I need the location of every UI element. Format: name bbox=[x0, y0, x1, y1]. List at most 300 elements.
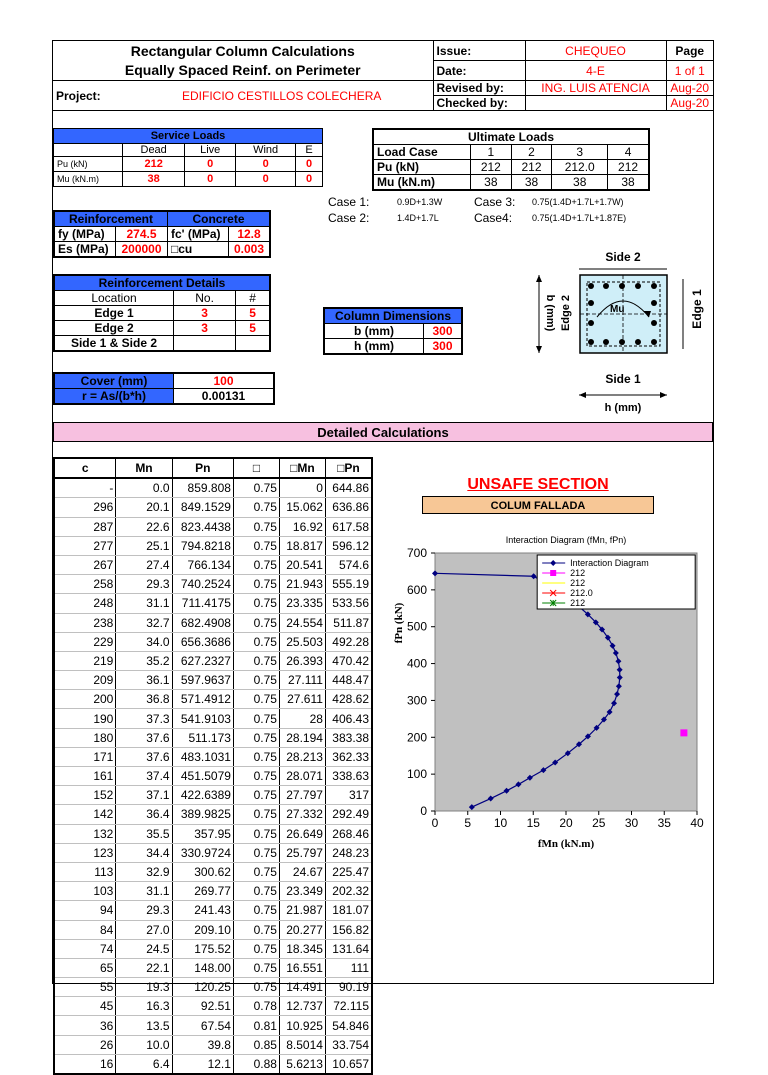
calc-cell: 0.75 bbox=[233, 498, 279, 517]
calc-cell: 317 bbox=[325, 786, 372, 805]
sides-size[interactable] bbox=[236, 336, 270, 352]
load-case-1: 1 bbox=[471, 145, 512, 160]
calc-header-cell: □ bbox=[233, 458, 279, 478]
x-tick-label: 25 bbox=[592, 816, 606, 830]
calc-cell: 470.42 bbox=[325, 651, 372, 670]
case2-label: Case 2: bbox=[328, 211, 370, 225]
calc-cell: 200 bbox=[54, 690, 116, 709]
table-row bbox=[54, 1016, 372, 1035]
calc-cell: 0.85 bbox=[233, 1035, 279, 1054]
ecu-label: □cu bbox=[168, 242, 229, 258]
calc-cell: 269.77 bbox=[172, 882, 233, 901]
legend-entry: 212.0 bbox=[570, 588, 593, 598]
edge2-no[interactable]: 3 bbox=[174, 321, 236, 336]
date-value: 4-E bbox=[525, 61, 666, 81]
calc-cell: 29.3 bbox=[116, 575, 172, 594]
y-tick-label: 600 bbox=[406, 582, 427, 597]
side2-label: Side 2 bbox=[605, 250, 641, 264]
table-row bbox=[54, 728, 372, 747]
ult-pu-2: 212 bbox=[511, 160, 552, 175]
h-value[interactable]: 300 bbox=[424, 339, 463, 355]
unsafe-section-label: UNSAFE SECTION bbox=[467, 476, 609, 493]
table-row bbox=[54, 805, 372, 824]
calc-header-row bbox=[54, 458, 372, 478]
calc-cell: 0.75 bbox=[233, 478, 279, 498]
table-row bbox=[54, 555, 372, 574]
calc-cell: 123 bbox=[54, 843, 116, 862]
calc-cell: 451.5079 bbox=[172, 767, 233, 786]
h-label: h (mm) bbox=[324, 339, 424, 355]
col-wind: Wind bbox=[236, 144, 296, 157]
calc-cell: 26.393 bbox=[279, 651, 325, 670]
calc-cell: 617.58 bbox=[325, 517, 372, 536]
legend-entry: Interaction Diagram bbox=[570, 558, 649, 568]
checked-date: Aug-20 bbox=[666, 96, 713, 111]
calc-cell: 0.88 bbox=[233, 1054, 279, 1074]
calc-cell: 65 bbox=[54, 958, 116, 977]
calc-cell: 113 bbox=[54, 862, 116, 881]
side1-label: Side 1 bbox=[605, 372, 641, 386]
calc-cell: 132 bbox=[54, 824, 116, 843]
service-loads-table bbox=[53, 128, 323, 187]
calc-cell: 383.38 bbox=[325, 728, 372, 747]
calc-cell: 682.4908 bbox=[172, 613, 233, 632]
document-title bbox=[53, 41, 434, 81]
table-row bbox=[54, 901, 372, 920]
calc-cell: 541.9103 bbox=[172, 709, 233, 728]
calc-cell: 511.87 bbox=[325, 613, 372, 632]
calc-cell: 202.32 bbox=[325, 882, 372, 901]
table-row bbox=[54, 671, 372, 690]
calc-cell: 740.2524 bbox=[172, 575, 233, 594]
calc-cell: 27.111 bbox=[279, 671, 325, 690]
table-row bbox=[54, 767, 372, 786]
calc-cell: 248 bbox=[54, 594, 116, 613]
calc-cell: 27.4 bbox=[116, 555, 172, 574]
table-row bbox=[54, 824, 372, 843]
load-case-label: Load Case bbox=[373, 145, 471, 160]
revised-value: ING. LUIS ATENCIA bbox=[525, 81, 666, 96]
pu-e[interactable]: 0 bbox=[296, 157, 323, 172]
page-label: Page bbox=[666, 41, 713, 61]
calc-cell: 0.75 bbox=[233, 651, 279, 670]
calc-cell: 0.75 bbox=[233, 843, 279, 862]
cover-label: Cover (mm) bbox=[54, 373, 174, 389]
edge1-label: Edge 1 bbox=[54, 306, 174, 321]
table-row bbox=[54, 843, 372, 862]
calc-cell: 0.75 bbox=[233, 613, 279, 632]
y-tick-label: 300 bbox=[406, 693, 427, 708]
pu-label: Pu (kN) bbox=[54, 157, 123, 172]
calc-cell: 26 bbox=[54, 1035, 116, 1054]
calc-cell: 14.491 bbox=[279, 978, 325, 997]
calc-cell: 292.49 bbox=[325, 805, 372, 824]
calc-cell: 16 bbox=[54, 1054, 116, 1074]
calc-cell: 296 bbox=[54, 498, 116, 517]
x-tick-label: 35 bbox=[657, 816, 671, 830]
table-row bbox=[54, 651, 372, 670]
materials-table bbox=[53, 210, 271, 258]
calc-cell: 448.47 bbox=[325, 671, 372, 690]
calc-cell: 0.75 bbox=[233, 805, 279, 824]
calc-cell: 29.3 bbox=[116, 901, 172, 920]
fy-value[interactable]: 274.5 bbox=[116, 227, 168, 242]
calc-cell: 511.173 bbox=[172, 728, 233, 747]
calc-cell: 34.4 bbox=[116, 843, 172, 862]
table-row bbox=[54, 613, 372, 632]
calc-cell: 209 bbox=[54, 671, 116, 690]
calc-cell: 636.86 bbox=[325, 498, 372, 517]
calc-cell: 27.611 bbox=[279, 690, 325, 709]
calc-cell: 90.19 bbox=[325, 978, 372, 997]
calc-header-cell: Mn bbox=[116, 458, 172, 478]
calc-header-cell: Pn bbox=[172, 458, 233, 478]
edge1-no[interactable]: 3 bbox=[174, 306, 236, 321]
calc-cell: 28 bbox=[279, 709, 325, 728]
calc-cell: 428.62 bbox=[325, 690, 372, 709]
calc-cell: 175.52 bbox=[172, 939, 233, 958]
case1-label: Case 1: bbox=[328, 195, 370, 209]
calc-cell: 627.2327 bbox=[172, 651, 233, 670]
mu-wind[interactable]: 0 bbox=[236, 172, 296, 187]
mu-live[interactable]: 0 bbox=[185, 172, 236, 187]
calc-header-cell: □Mn bbox=[279, 458, 325, 478]
concrete-title: Concrete bbox=[168, 211, 271, 227]
calc-cell: 0.75 bbox=[233, 747, 279, 766]
calc-cell: 37.3 bbox=[116, 709, 172, 728]
table-row bbox=[54, 594, 372, 613]
table-row bbox=[54, 1054, 372, 1074]
calc-cell: 21.987 bbox=[279, 901, 325, 920]
calc-cell: 54.846 bbox=[325, 1016, 372, 1035]
y-tick-label: 400 bbox=[406, 656, 427, 671]
legend-entry: 212 bbox=[570, 568, 586, 578]
colum-fallada-label: COLUM FALLADA bbox=[422, 496, 654, 514]
revised-label: Revised by: bbox=[433, 81, 525, 96]
calc-cell: 31.1 bbox=[116, 594, 172, 613]
title-line-2: Equally Spaced Reinf. on Perimeter bbox=[124, 61, 361, 78]
issue-value: CHEQUEO bbox=[525, 41, 666, 61]
calc-cell: 0.75 bbox=[233, 575, 279, 594]
calc-cell: 45 bbox=[54, 997, 116, 1016]
calc-cell: 300.62 bbox=[172, 862, 233, 881]
calc-cell: 181.07 bbox=[325, 901, 372, 920]
calc-cell: 859.808 bbox=[172, 478, 233, 498]
calc-cell: 596.12 bbox=[325, 536, 372, 555]
calc-cell: 0.75 bbox=[233, 690, 279, 709]
calc-cell: 12.737 bbox=[279, 997, 325, 1016]
case3-label: Case 3: bbox=[474, 195, 516, 209]
calc-cell: 287 bbox=[54, 517, 116, 536]
calc-cell: 161 bbox=[54, 767, 116, 786]
es-value[interactable]: 200000 bbox=[116, 242, 168, 258]
calc-cell: 483.1031 bbox=[172, 747, 233, 766]
service-loads-title: Service Loads bbox=[54, 129, 323, 144]
calc-cell: 21.943 bbox=[279, 575, 325, 594]
calc-cell: 20.541 bbox=[279, 555, 325, 574]
table-row bbox=[54, 939, 372, 958]
calc-cell: 120.25 bbox=[172, 978, 233, 997]
table-row bbox=[54, 978, 372, 997]
calc-cell: 555.19 bbox=[325, 575, 372, 594]
calc-cell: 13.5 bbox=[116, 1016, 172, 1035]
calc-cell: 5.6213 bbox=[279, 1054, 325, 1074]
calc-cell: 26.649 bbox=[279, 824, 325, 843]
edge1-size[interactable]: 5 bbox=[236, 306, 270, 321]
calc-cell: 0.75 bbox=[233, 555, 279, 574]
legend-marker bbox=[550, 570, 556, 576]
calc-cell: 229 bbox=[54, 632, 116, 651]
x-tick-label: 20 bbox=[559, 816, 573, 830]
y-axis-label: fPn (kN) bbox=[393, 602, 405, 644]
x-tick-label: 40 bbox=[690, 816, 704, 830]
table-row bbox=[54, 997, 372, 1016]
calc-cell: 18.817 bbox=[279, 536, 325, 555]
calc-cell: 94 bbox=[54, 901, 116, 920]
date-label: Date: bbox=[433, 61, 525, 81]
calc-cell: 330.9724 bbox=[172, 843, 233, 862]
ult-pu-3: 212.0 bbox=[552, 160, 608, 175]
chart-title: Interaction Diagram (fMn, fPn) bbox=[505, 535, 627, 545]
mu-e[interactable]: 0 bbox=[296, 172, 323, 187]
calc-cell: 36.1 bbox=[116, 671, 172, 690]
calc-cell: 0.75 bbox=[233, 517, 279, 536]
calc-cell: 10.925 bbox=[279, 1016, 325, 1035]
calc-cell: 131.64 bbox=[325, 939, 372, 958]
ultimate-loads-title: Ultimate Loads bbox=[373, 129, 649, 145]
edge2-size[interactable]: 5 bbox=[236, 321, 270, 336]
calc-cell: 180 bbox=[54, 728, 116, 747]
calc-cell: 84 bbox=[54, 920, 116, 939]
table-row bbox=[54, 517, 372, 536]
calc-cell: 24.5 bbox=[116, 939, 172, 958]
calc-cell: 36.4 bbox=[116, 805, 172, 824]
calc-cell: 277 bbox=[54, 536, 116, 555]
fc-label: fc' (MPa) bbox=[168, 227, 229, 242]
header-table bbox=[52, 40, 714, 111]
case2-formula: 1.4D+1.7L bbox=[397, 213, 439, 223]
calc-cell: 16.92 bbox=[279, 517, 325, 536]
b-mm-label: b (mm) bbox=[544, 294, 556, 332]
pu-live[interactable]: 0 bbox=[185, 157, 236, 172]
table-row bbox=[54, 1035, 372, 1054]
ecu-value[interactable]: 0.003 bbox=[229, 242, 271, 258]
calc-cell: 0.75 bbox=[233, 862, 279, 881]
table-row bbox=[54, 747, 372, 766]
calc-cell: 267 bbox=[54, 555, 116, 574]
calc-cell: 794.8218 bbox=[172, 536, 233, 555]
ult-pu-label: Pu (kN) bbox=[373, 160, 471, 175]
calc-cell: 209.10 bbox=[172, 920, 233, 939]
ult-mu-label: Mu (kN.m) bbox=[373, 175, 471, 191]
ultimate-loads-table bbox=[372, 128, 650, 191]
reinf-details-table bbox=[53, 274, 271, 352]
calc-table bbox=[53, 457, 373, 1075]
x-tick-label: 5 bbox=[464, 816, 472, 830]
calc-cell: 27.797 bbox=[279, 786, 325, 805]
column-dims-table bbox=[323, 307, 463, 355]
calc-cell: 27.332 bbox=[279, 805, 325, 824]
pu-dead[interactable]: 212 bbox=[123, 157, 185, 172]
calc-cell: 422.6389 bbox=[172, 786, 233, 805]
calc-cell: 28.194 bbox=[279, 728, 325, 747]
mu-dead[interactable]: 38 bbox=[123, 172, 185, 187]
calc-cell: 32.9 bbox=[116, 862, 172, 881]
case3-formula: 0.75(1.4D+1.7L+1.7W) bbox=[532, 197, 624, 207]
ratio-value: 0.00131 bbox=[174, 389, 275, 405]
calc-header-cell: c bbox=[54, 458, 116, 478]
calc-cell: 0.75 bbox=[233, 671, 279, 690]
col-live: Live bbox=[185, 144, 236, 157]
ratio-label: r = As/(b*h) bbox=[54, 389, 174, 405]
calc-cell: 389.9825 bbox=[172, 805, 233, 824]
calc-cell: 362.33 bbox=[325, 747, 372, 766]
calc-cell: 268.46 bbox=[325, 824, 372, 843]
fc-value[interactable]: 12.8 bbox=[229, 227, 271, 242]
case4-formula: 0.75(1.4D+1.7L+1.87E) bbox=[532, 213, 627, 223]
calc-cell: 27.0 bbox=[116, 920, 172, 939]
calc-cell: 0.75 bbox=[233, 901, 279, 920]
calc-cell: 258 bbox=[54, 575, 116, 594]
calc-cell: 24.554 bbox=[279, 613, 325, 632]
x-tick-label: 15 bbox=[526, 816, 540, 830]
calc-cell: 571.4912 bbox=[172, 690, 233, 709]
calc-cell: 492.28 bbox=[325, 632, 372, 651]
calc-cell: 25.1 bbox=[116, 536, 172, 555]
x-axis-label: fMn (kN.m) bbox=[537, 838, 595, 850]
load-case-3: 3 bbox=[552, 145, 608, 160]
col-dead: Dead bbox=[123, 144, 185, 157]
mu-label: Mu (kN.m) bbox=[54, 172, 123, 187]
y-tick-label: 200 bbox=[406, 730, 427, 745]
calc-cell: 35.2 bbox=[116, 651, 172, 670]
table-row bbox=[54, 882, 372, 901]
calc-cell: 0.75 bbox=[233, 536, 279, 555]
calc-cell: 20.277 bbox=[279, 920, 325, 939]
calc-cell: 190 bbox=[54, 709, 116, 728]
detailed-calc-title: Detailed Calculations bbox=[53, 422, 713, 442]
calc-cell: 0.75 bbox=[233, 958, 279, 977]
x-tick-label: 0 bbox=[431, 816, 439, 830]
calc-cell: 31.1 bbox=[116, 882, 172, 901]
ult-mu-3: 38 bbox=[552, 175, 608, 191]
calc-cell: 0 bbox=[279, 478, 325, 498]
calc-cell: 35.5 bbox=[116, 824, 172, 843]
table-row bbox=[54, 958, 372, 977]
checked-value bbox=[525, 96, 666, 111]
cover-table bbox=[53, 372, 275, 405]
calc-cell: 0.75 bbox=[233, 594, 279, 613]
calc-cell: 39.8 bbox=[172, 1035, 233, 1054]
load-point-212 bbox=[680, 729, 687, 736]
calc-cell: 25.503 bbox=[279, 632, 325, 651]
reinforcement-title: Reinforcement bbox=[54, 211, 168, 227]
calc-cell: 0.75 bbox=[233, 978, 279, 997]
calc-cell: 37.6 bbox=[116, 728, 172, 747]
calc-cell: 148.00 bbox=[172, 958, 233, 977]
calc-cell: 36.8 bbox=[116, 690, 172, 709]
sides-no[interactable] bbox=[174, 336, 236, 352]
b-label: b (mm) bbox=[324, 324, 424, 339]
calc-cell: 152 bbox=[54, 786, 116, 805]
calc-cell: 711.4175 bbox=[172, 594, 233, 613]
calc-cell: 8.5014 bbox=[279, 1035, 325, 1054]
reinf-details-title: Reinforcement Details bbox=[54, 275, 270, 291]
y-tick-label: 700 bbox=[406, 546, 427, 560]
col-e: E bbox=[296, 144, 323, 157]
edge2-diagram-label: Edge 2 bbox=[560, 294, 572, 332]
calc-cell: 156.82 bbox=[325, 920, 372, 939]
calc-cell: 20.1 bbox=[116, 498, 172, 517]
calc-cell: 766.134 bbox=[172, 555, 233, 574]
table-row bbox=[54, 786, 372, 805]
calc-cell: 597.9637 bbox=[172, 671, 233, 690]
calc-cell: 10.657 bbox=[325, 1054, 372, 1074]
load-case-4: 4 bbox=[608, 145, 649, 160]
calc-cell: 0.75 bbox=[233, 920, 279, 939]
calc-cell: 10.0 bbox=[116, 1035, 172, 1054]
calc-cell: 241.43 bbox=[172, 901, 233, 920]
table-row bbox=[54, 632, 372, 651]
table-row bbox=[54, 478, 372, 498]
calc-cell: 0.75 bbox=[233, 632, 279, 651]
calc-cell: 36 bbox=[54, 1016, 116, 1035]
calc-cell: - bbox=[54, 478, 116, 498]
project-name: EDIFICIO CESTILLOS COLECHERA bbox=[179, 81, 433, 111]
calc-cell: 16.551 bbox=[279, 958, 325, 977]
ult-mu-2: 38 bbox=[511, 175, 552, 191]
b-value[interactable]: 300 bbox=[424, 324, 463, 339]
column-dims-title: Column Dimensions bbox=[324, 308, 462, 324]
calc-cell: 19.3 bbox=[116, 978, 172, 997]
calc-cell: 357.95 bbox=[172, 824, 233, 843]
calc-cell: 33.754 bbox=[325, 1035, 372, 1054]
edge1-diagram-label: Edge 1 bbox=[690, 289, 704, 329]
calc-cell: 22.6 bbox=[116, 517, 172, 536]
table-row bbox=[54, 709, 372, 728]
ult-mu-4: 38 bbox=[608, 175, 649, 191]
checked-label: Checked by: bbox=[433, 96, 525, 111]
calc-cell: 0.78 bbox=[233, 997, 279, 1016]
calc-cell: 0.0 bbox=[116, 478, 172, 498]
calc-cell: 0.81 bbox=[233, 1016, 279, 1035]
calc-cell: 0.75 bbox=[233, 824, 279, 843]
x-tick-label: 10 bbox=[493, 816, 508, 830]
table-row bbox=[54, 862, 372, 881]
calc-cell: 219 bbox=[54, 651, 116, 670]
calc-cell: 72.115 bbox=[325, 997, 372, 1016]
project-label: Project: bbox=[53, 81, 180, 111]
calc-cell: 103 bbox=[54, 882, 116, 901]
case1-formula: 0.9D+1.3W bbox=[397, 197, 443, 207]
calc-header-cell: □Pn bbox=[325, 458, 372, 478]
calc-cell: 849.1529 bbox=[172, 498, 233, 517]
cover-value[interactable]: 100 bbox=[174, 373, 275, 389]
edge2-label: Edge 2 bbox=[54, 321, 174, 336]
pu-wind[interactable]: 0 bbox=[236, 157, 296, 172]
calc-cell: 0.75 bbox=[233, 709, 279, 728]
calc-cell: 28.071 bbox=[279, 767, 325, 786]
calc-cell: 6.4 bbox=[116, 1054, 172, 1074]
calc-cell: 37.6 bbox=[116, 747, 172, 766]
calc-cell: 24.67 bbox=[279, 862, 325, 881]
calc-cell: 12.1 bbox=[172, 1054, 233, 1074]
legend-entry: 212 bbox=[570, 578, 586, 588]
calc-cell: 644.86 bbox=[325, 478, 372, 498]
calc-cell: 32.7 bbox=[116, 613, 172, 632]
title-line-1: Rectangular Column Calculations bbox=[130, 42, 355, 59]
ult-mu-1: 38 bbox=[471, 175, 512, 191]
